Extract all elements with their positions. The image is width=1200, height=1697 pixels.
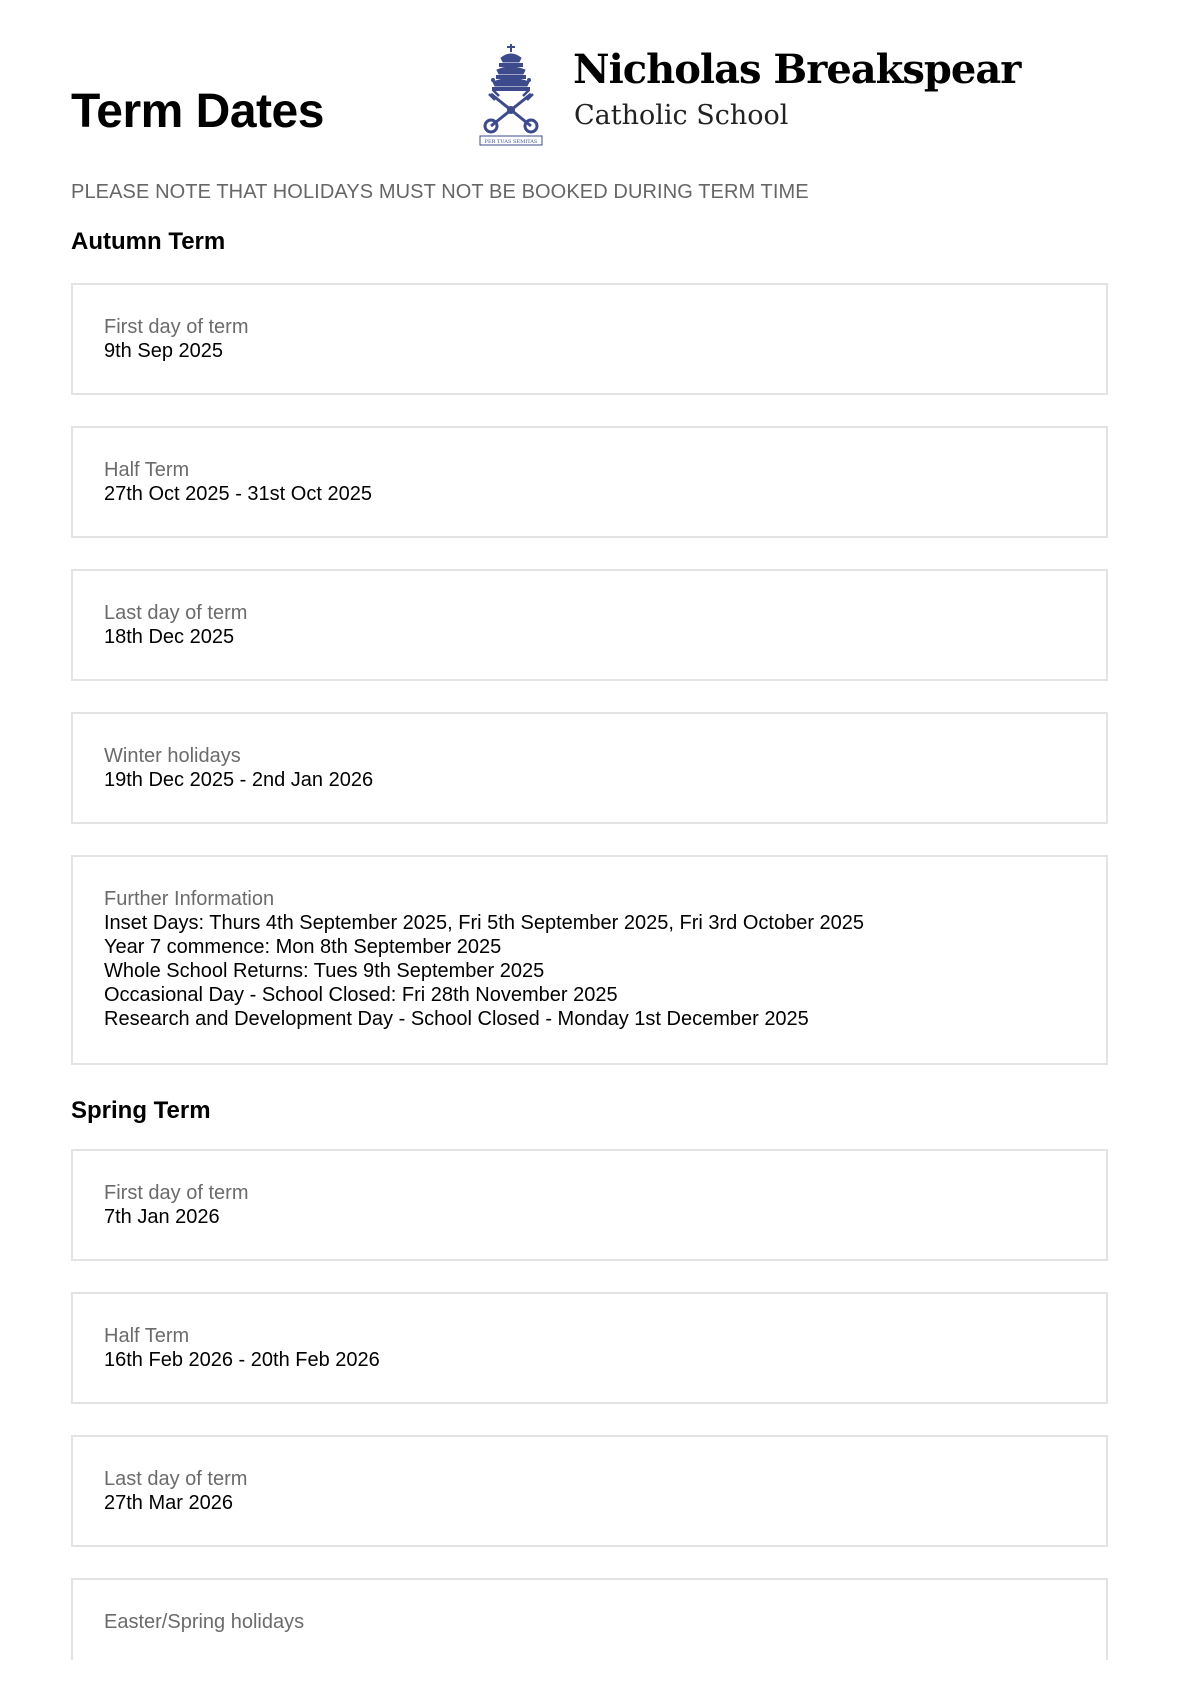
card-label: First day of term xyxy=(104,316,249,338)
card-label: Easter/Spring holidays xyxy=(104,1611,305,1633)
card-value: 18th Dec 2025 xyxy=(104,626,235,648)
page-cutoff xyxy=(0,1660,1200,1697)
card-label: Winter holidays xyxy=(104,745,241,767)
card-value: 27th Oct 2025 - 31st Oct 2025 xyxy=(104,483,372,505)
card-label: Further Information xyxy=(104,888,275,910)
card-autumn-half-term xyxy=(71,426,1108,538)
card-autumn-further-information xyxy=(71,855,1108,1065)
card-label: Half Term xyxy=(104,459,190,481)
card-autumn-winter-holidays xyxy=(71,712,1108,824)
info-line: Year 7 commence: Mon 8th September 2025 xyxy=(104,936,502,958)
card-spring-last-day xyxy=(71,1435,1108,1547)
card-autumn-last-day xyxy=(71,569,1108,681)
card-value: 27th Mar 2026 xyxy=(104,1492,233,1514)
school-crest-icon xyxy=(479,44,543,146)
header xyxy=(71,40,1111,150)
card-spring-half-term xyxy=(71,1292,1108,1404)
info-line: Inset Days: Thurs 4th September 2025, Fri 5th September 2025, Fri 3rd October 2025 xyxy=(104,912,865,934)
info-line: Research and Development Day - School Closed - Monday 1st December 2025 xyxy=(104,1008,809,1030)
card-label: Last day of term xyxy=(104,602,248,624)
card-autumn-first-day xyxy=(71,283,1108,395)
term-heading-autumn: Autumn Term xyxy=(71,228,226,255)
term-heading-spring: Spring Term xyxy=(71,1097,211,1124)
card-value: 19th Dec 2025 - 2nd Jan 2026 xyxy=(104,769,374,791)
svg-text:PER TUAS SEMITAS: PER TUAS SEMITAS xyxy=(484,139,538,145)
card-value: 16th Feb 2026 - 20th Feb 2026 xyxy=(104,1349,380,1371)
page-title: Term Dates xyxy=(71,85,324,138)
card-label: First day of term xyxy=(104,1182,249,1204)
holiday-notice: PLEASE NOTE THAT HOLIDAYS MUST NOT BE BOOKED DURING TERM TIME xyxy=(71,181,809,203)
card-label: Last day of term xyxy=(104,1468,248,1490)
card-value: 9th Sep 2025 xyxy=(104,340,223,362)
card-label: Half Term xyxy=(104,1325,190,1347)
info-line: Occasional Day - School Closed: Fri 28th November 2025 xyxy=(104,984,618,1006)
school-subtitle: Catholic School xyxy=(574,100,789,131)
card-spring-first-day xyxy=(71,1149,1108,1261)
card-value: 7th Jan 2026 xyxy=(104,1206,220,1228)
info-line: Whole School Returns: Tues 9th September 2025 xyxy=(104,960,545,982)
school-name: Nicholas Breakspear xyxy=(573,46,1021,93)
